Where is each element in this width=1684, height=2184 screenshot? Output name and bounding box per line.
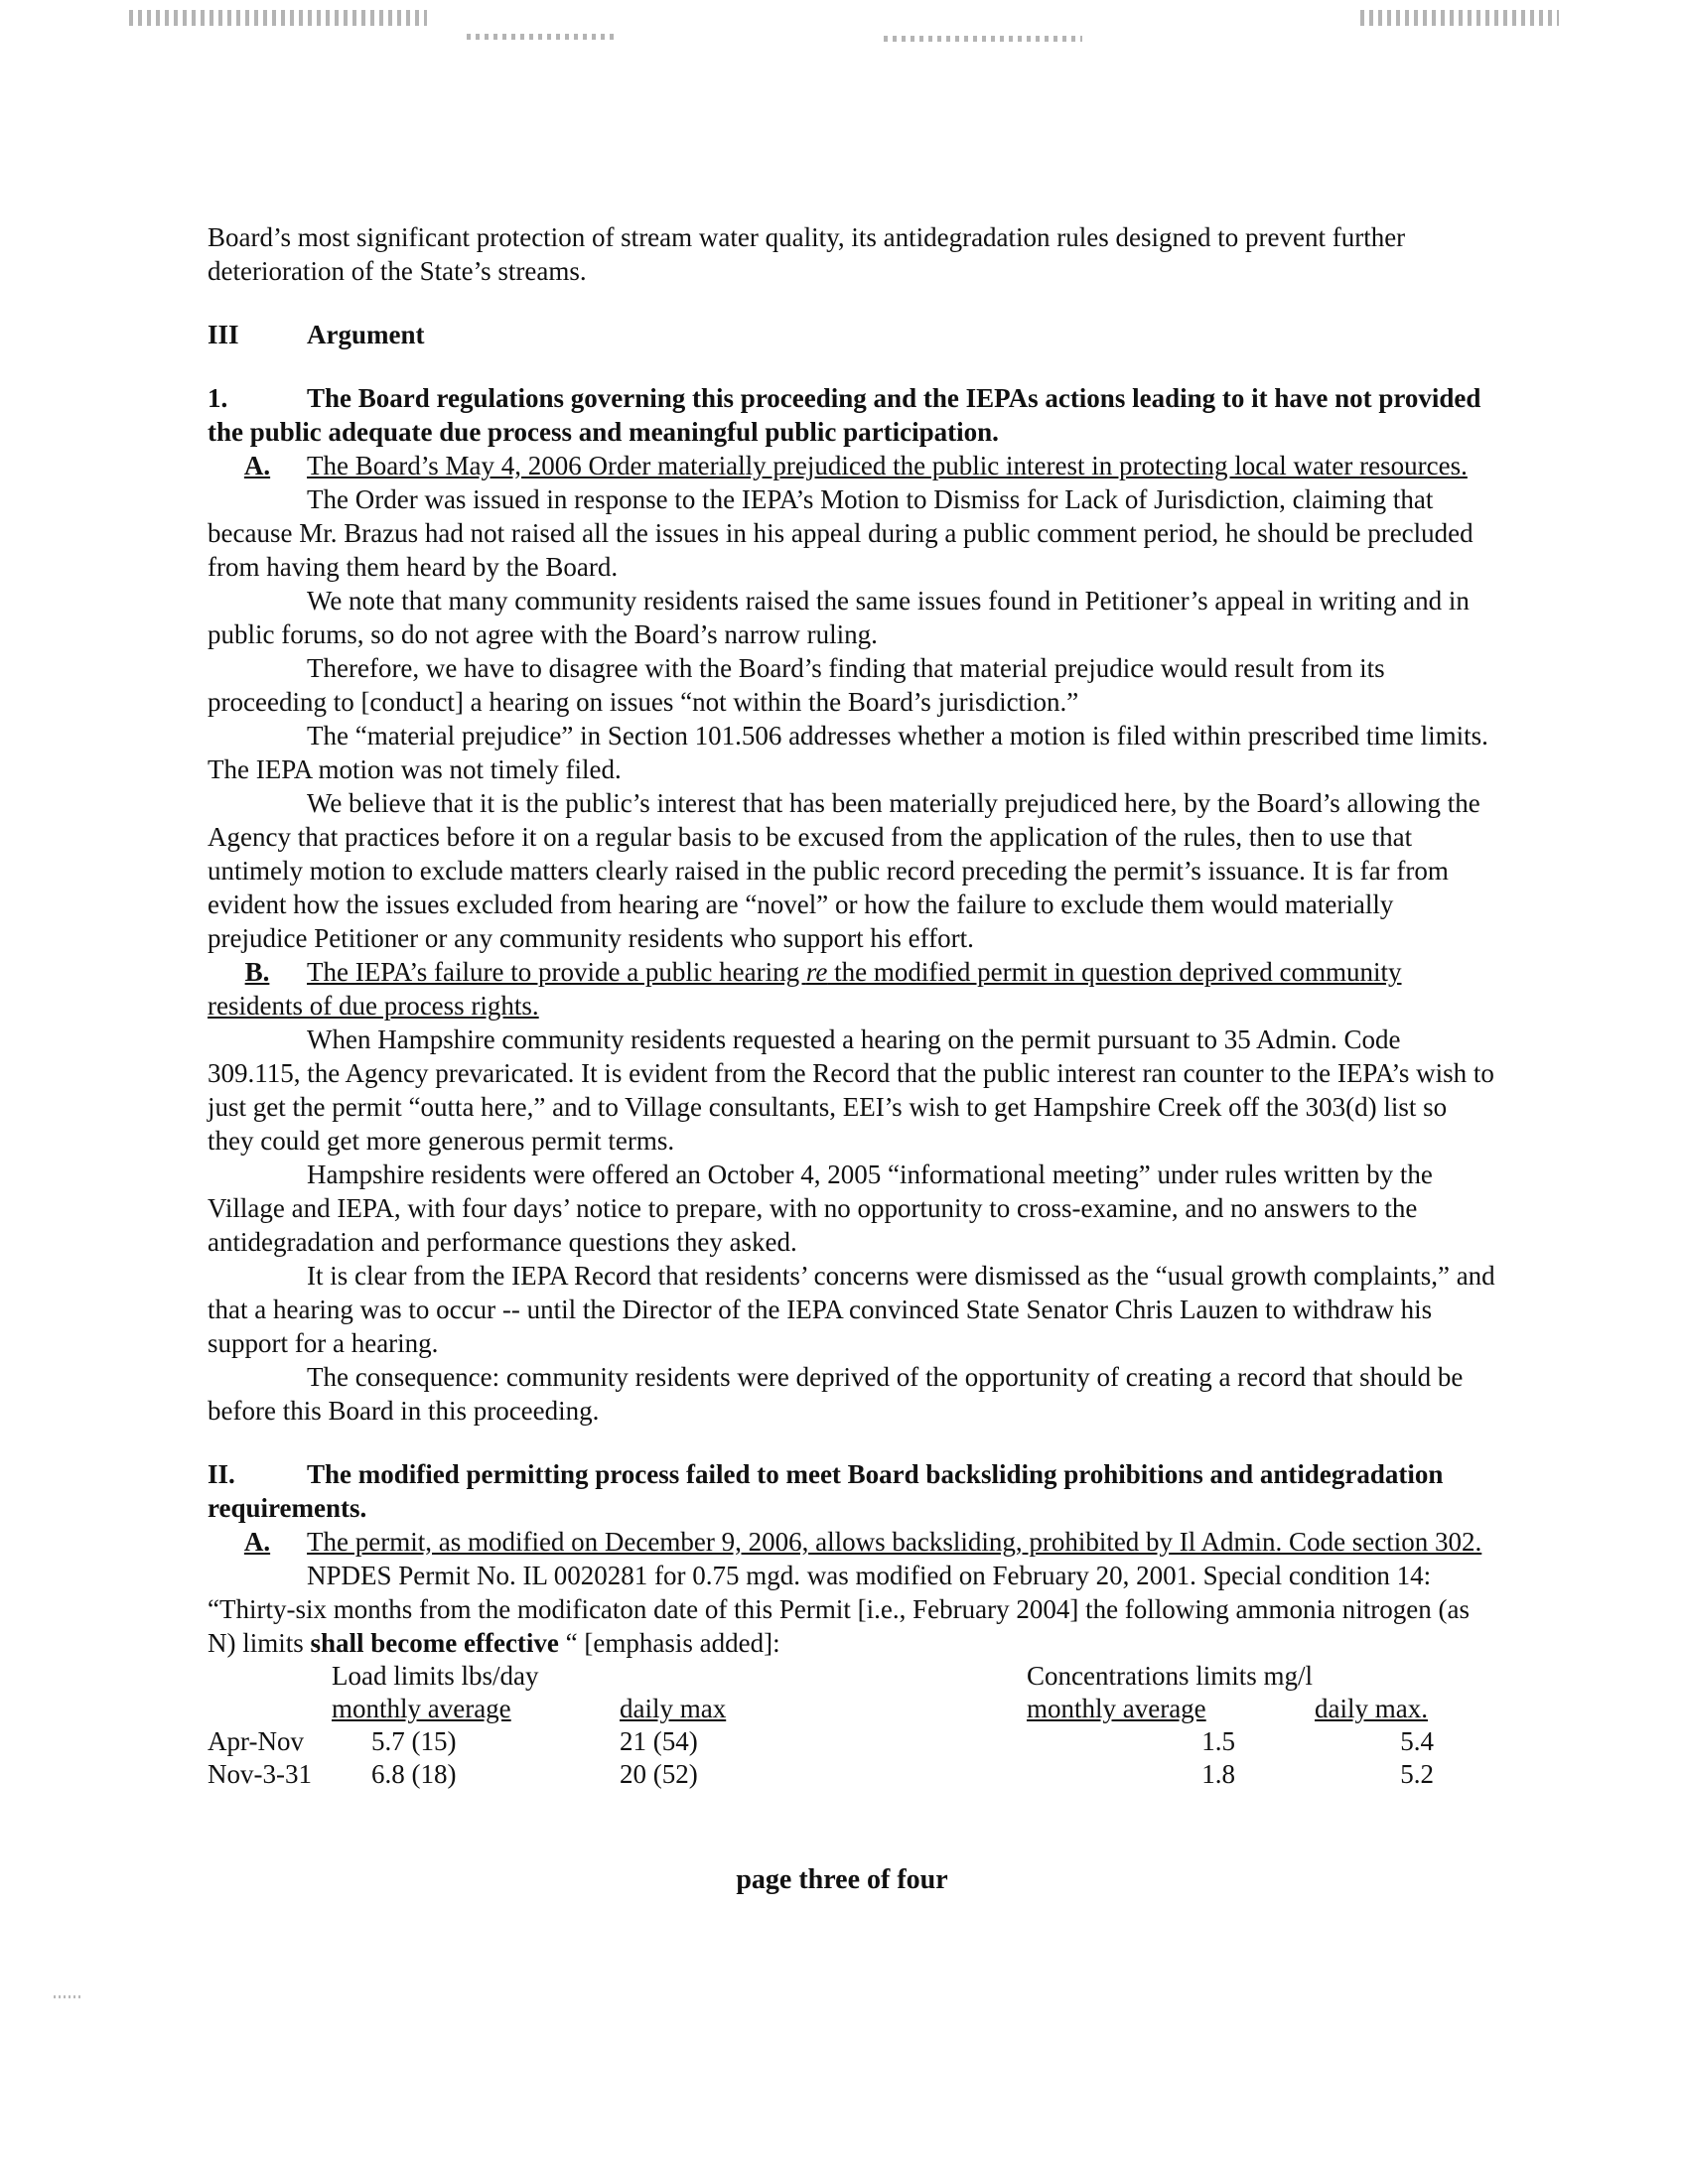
paragraph: We believe that it is the public’s interest that has been materially prejudiced here, by the Board’s allowing the Agency that practices before it on a regular basis to be excused from the application of the rules, then to use that untimely motion to exclude matters clearly raised in the public record preceding the permit’s issuance. It is far from evident how the issues excluded from hearing are “novel” or how the failure to exclude them would materially prejudice Petitioner or any community residents who support his effort. — [208, 788, 1480, 953]
subheading-letter: A. — [243, 1527, 271, 1557]
table-cell-period: Apr-Nov — [208, 1726, 304, 1756]
subheading-text — [208, 957, 1402, 1021]
subheading-letter: B. — [244, 957, 270, 987]
table-cell: 6.8 (18) — [370, 1759, 457, 1789]
table-column-header: monthly average — [331, 1694, 511, 1723]
subheading-italic-re: re — [805, 957, 828, 987]
table-column-header: daily max. — [1314, 1694, 1428, 1723]
issue-heading-1 — [208, 381, 1498, 449]
subheading-text: The Board’s May 4, 2006 Order materially prejudiced the public interest in protecting local water resources. — [307, 451, 1468, 480]
fax-header-noise — [129, 10, 427, 26]
subheading-text-part: The IEPA’s failure to provide a public hearing — [307, 957, 806, 987]
section-title: Argument — [307, 320, 425, 349]
table-column-header: monthly average — [1026, 1694, 1206, 1723]
paragraph-emphasis: shall become effective — [310, 1628, 559, 1658]
issue-title: The Board regulations governing this proceeding and the IEPAs actions leading to it have not provided the public adequate due process and meaningful public participation. — [208, 383, 1481, 447]
subheading-letter: A. — [243, 451, 271, 480]
section-title: The modified permitting process failed to meet Board backsliding prohibitions and antidegradation requirements. — [208, 1459, 1444, 1523]
paragraph-text: NPDES Permit No. IL 0020281 for 0.75 mgd. was modified on February 20, 2001. Special condition 14: “Thirty-six months from the modificaton date of this Permit [i.e., February 2004] the following ammonia nitrogen (as N) limits — [208, 1561, 1470, 1658]
fax-header-noise — [467, 34, 616, 40]
paragraph-text: “ [emphasis added]: — [558, 1628, 780, 1658]
paragraph: When Hampshire community residents requested a hearing on the permit pursuant to 35 Admin. Code 309.115, the Agency prevaricated. It is evident from the Record that the public interest ran counter to the IEPA’s wish to just get the permit “outta here,” and to Village consultants, EEI’s wish to get Hampshire Creek off the 303(d) list so they could get more generous permit terms. — [208, 1024, 1494, 1156]
fax-header-noise — [1360, 10, 1559, 26]
section-number: III — [208, 320, 239, 349]
document-body — [208, 220, 1498, 1791]
paragraph: The consequence: community residents were deprived of the opportunity of creating a record that should be before this Board in this proceeding. — [208, 1362, 1464, 1426]
paragraph: It is clear from the IEPA Record that residents’ concerns were dismissed as the “usual growth complaints,” and that a hearing was to occur -- until the Director of the IEPA convinced State Senator Chris Lauzen to withdraw his support for a hearing. — [208, 1261, 1495, 1358]
subheading-text: The permit, as modified on December 9, 2006, allows backsliding, prohibited by Il Admin. Code section 302. — [307, 1527, 1482, 1557]
section-heading-argument — [208, 318, 1498, 351]
paragraph: The Order was issued in response to the IEPA’s Motion to Dismiss for Lack of Jurisdiction, claiming that because Mr. Brazus had not raised all the issues in his appeal during a public comment period, he should be precluded from having them heard by the Board. — [208, 484, 1474, 582]
table-cell: 5.7 (15) — [370, 1726, 457, 1756]
fax-header-noise — [884, 36, 1082, 42]
paragraph: We note that many community residents raised the same issues found in Petitioner’s appeal in writing and in public forums, so do not agree with the Board’s narrow ruling. — [208, 586, 1470, 649]
subheading-a — [208, 449, 1498, 482]
intro-paragraph: Board’s most significant protection of stream water quality, its antidegradation rules designed to prevent further deterioration of the State’s streams. — [208, 222, 1406, 286]
scan-specks — [54, 1995, 83, 1998]
page-footer: page three of four — [736, 1864, 948, 1895]
subheading-text-part: the modified permit in question deprived community residents of due process rights. — [208, 957, 1402, 1021]
table-group-header: Load limits lbs/day — [331, 1661, 539, 1691]
table-row — [208, 1758, 1454, 1791]
section-heading-2 — [208, 1457, 1498, 1525]
subheading-a2 — [208, 1525, 1498, 1559]
table-header-row — [208, 1660, 1454, 1693]
table-group-header: Concentrations limits mg/l — [1026, 1661, 1313, 1691]
paragraph: The “material prejudice” in Section 101.506 addresses whether a motion is filed within prescribed time limits. The IEPA motion was not timely filed. — [208, 721, 1488, 784]
table-cell: 21 (54) — [619, 1726, 698, 1756]
table-cell: 20 (52) — [619, 1759, 698, 1789]
table-cell: 1.8 — [1201, 1759, 1235, 1789]
table-cell-period: Nov-3-31 — [208, 1759, 312, 1789]
subheading-b — [208, 955, 1498, 1023]
paragraph — [208, 1559, 1498, 1660]
section-number: II. — [208, 1459, 235, 1489]
table-row — [208, 1725, 1454, 1758]
table-cell: 5.4 — [1400, 1726, 1434, 1756]
issue-number: 1. — [208, 383, 228, 413]
paragraph: Therefore, we have to disagree with the Board’s finding that material prejudice would result from its proceeding to [conduct] a hearing on issues “not within the Board’s jurisdiction.” — [208, 653, 1385, 717]
paragraph: Hampshire residents were offered an October 4, 2005 “informational meeting” under rules written by the Village and IEPA, with four days’ notice to prepare, with no opportunity to cross-examine, and no answers to the antidegradation and performance questions they asked. — [208, 1160, 1433, 1257]
table-cell: 5.2 — [1400, 1759, 1434, 1789]
table-column-header: daily max — [619, 1694, 727, 1723]
ammonia-limits-table — [208, 1660, 1454, 1791]
table-header-row — [208, 1693, 1454, 1725]
table-cell: 1.5 — [1201, 1726, 1235, 1756]
